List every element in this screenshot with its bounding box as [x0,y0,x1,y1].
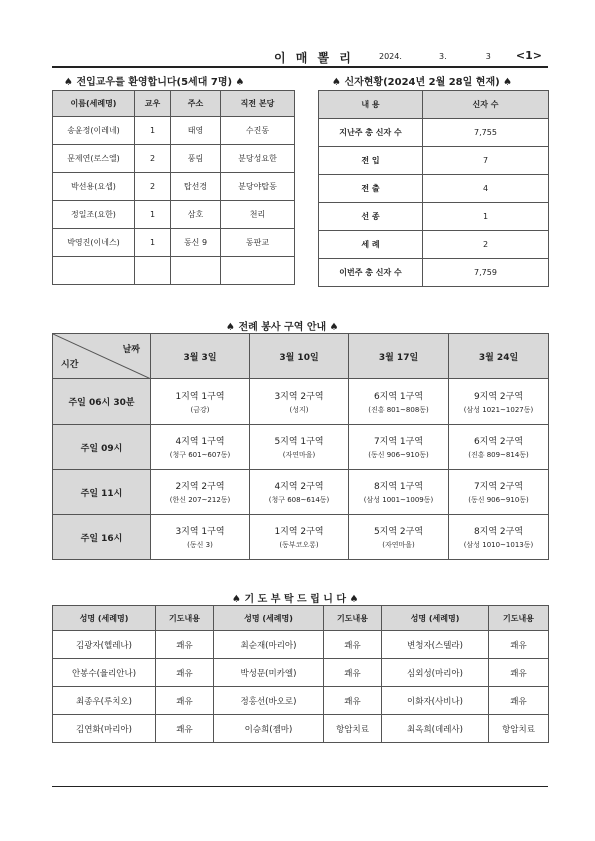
cell-name: 이승희(젬마) [214,715,324,743]
zone-name: 7지역 2구역 [473,482,524,492]
corner-label-date: 날짜 [122,345,140,355]
cell-name: 최옥희(데레사) [382,715,489,743]
zone-cell [151,379,250,425]
cell-address [171,257,221,285]
cell-request: 쾌유 [324,631,382,659]
table-row [319,203,549,231]
column-header: 성명 (세례명) [214,606,324,631]
cell-label: 선 종 [319,203,423,231]
zone-name: 6지역 1구역 [373,391,424,402]
cell-request: 항암치료 [324,715,382,743]
zone-area: (동부코오롱) [279,541,319,549]
cell-name: 박영진(이네스) [53,229,135,257]
zone-cell [349,470,449,515]
footer-rule [52,786,548,787]
cell-label: 전 출 [319,175,423,203]
table-header-row [53,606,549,631]
corner-label-time: 시간 [61,360,79,370]
table-header-row [53,91,295,117]
cell-name [53,257,135,285]
cell-name: 김광자(헬레나) [53,631,156,659]
date-month: 3. [439,52,447,61]
date-header: 3월 3일 [151,334,250,379]
time-label: 주일 09시 [53,425,151,470]
zone-area: (동신 906~910동) [468,496,529,504]
zone-cell [151,425,250,470]
zone-area: (삼성 1010~1013동) [463,541,534,549]
cell-count: 2 [135,173,171,201]
cell-name: 안봉수(율리안나) [53,659,156,687]
date-header: 3월 24일 [449,334,549,379]
time-label: 주일 06시 30분 [53,379,151,425]
bulletin-header [52,48,548,66]
zone-name: 6지역 2구역 [473,437,524,447]
cell-label: 전 입 [319,147,423,175]
cell-request: 쾌유 [324,659,382,687]
table-row [53,379,549,425]
date-day: 3 [485,52,491,61]
zone-name: 2지역 2구역 [175,482,225,492]
cell-count: 1 [135,117,171,145]
table-row [53,631,549,659]
cell-address: 태영 [171,117,221,145]
cell-name: 박성문(미카엘) [214,659,324,687]
time-label: 주일 11시 [53,470,151,515]
header-rule [52,66,548,68]
zone-cell [449,379,549,425]
believers-heading: ♠ 신자현황(2024년 2월 28일 현재) ♠ [332,77,513,88]
zone-area: (진흥 801~808동) [368,405,429,414]
cell-address: 동신 9 [171,229,221,257]
zone-name: 8지역 1구역 [373,482,424,492]
page-number: <1> [515,49,542,62]
zone-cell [349,425,449,470]
zone-name: 9지역 2구역 [473,391,524,402]
column-header: 내 용 [319,91,423,119]
cell-value: 7 [423,147,549,175]
cell-address: 풍림 [171,145,221,173]
date-year: 2024. [379,52,402,61]
cell-parish [221,257,295,285]
column-header: 주소 [171,91,221,117]
cell-parish: 수진동 [221,117,295,145]
zone-area: (자연마을) [382,541,415,549]
cell-label: 이번주 총 신자 수 [319,259,423,287]
date-header: 3월 17일 [349,334,449,379]
table-row [53,515,549,560]
zone-name: 5지역 1구역 [274,437,324,447]
cell-value: 2 [423,231,549,259]
table-header-row [53,334,549,379]
zone-area: (성지) [289,405,309,414]
cell-value: 4 [423,175,549,203]
table-row [319,119,549,147]
cell-label: 지난주 총 신자 수 [319,119,423,147]
cell-value: 1 [423,203,549,231]
cell-address: 삼호 [171,201,221,229]
newcomers-heading: ♠ 전입교우를 환영합니다(5세대 7명) ♠ [64,77,245,88]
cell-name: 정일조(요한) [53,201,135,229]
zone-area: (금강) [190,405,210,414]
zone-cell [250,515,349,560]
cell-name: 변청자(스텔라) [382,631,489,659]
cell-name: 심외성(마리아) [382,659,489,687]
column-header: 이름(세례명) [53,91,135,117]
table-row [53,229,295,257]
column-header: 기도내용 [156,606,214,631]
cell-request: 쾌유 [489,687,549,715]
cell-parish: 분당야탑동 [221,173,295,201]
cell-count: 1 [135,201,171,229]
bulletin-date [379,52,491,61]
cell-name: 문제연(로스엘) [53,145,135,173]
cell-value: 7,759 [423,259,549,287]
column-header: 성명 (세례명) [382,606,489,631]
cell-label: 세 례 [319,231,423,259]
cell-parish: 천리 [221,201,295,229]
cell-request: 쾌유 [156,631,214,659]
prayer-table [52,605,549,743]
cell-request: 쾌유 [156,715,214,743]
zone-name: 1지역 2구역 [274,527,324,537]
table-header-row [319,91,549,119]
cell-name: 김연화(마리아) [53,715,156,743]
cell-request: 항암치료 [489,715,549,743]
column-header: 기도내용 [489,606,549,631]
zone-cell [349,515,449,560]
cell-count: 2 [135,145,171,173]
table-row [53,201,295,229]
table-row [53,117,295,145]
zone-name: 5지역 2구역 [373,527,424,537]
date-header: 3월 10일 [250,334,349,379]
cell-count [135,257,171,285]
zone-cell [449,515,549,560]
cell-request: 쾌유 [156,687,214,715]
column-header: 성명 (세례명) [53,606,156,631]
zone-cell [449,470,549,515]
zone-cell [449,425,549,470]
table-row [319,259,549,287]
zone-name: 3지역 2구역 [274,391,324,402]
cell-parish: 동판교 [221,229,295,257]
table-row [53,173,295,201]
zone-area: (삼성 1001~1009동) [363,496,434,504]
zone-area: (삼성 1021~1027동) [463,405,534,414]
table-row [319,147,549,175]
cell-name: 송윤정(이레네) [53,117,135,145]
cell-request: 쾌유 [489,659,549,687]
column-header: 직전 본당 [221,91,295,117]
column-header: 교우 [135,91,171,117]
zone-name: 1지역 1구역 [175,391,225,402]
corner-header [53,334,151,379]
bulletin-title: 이 매 뽈 리 [274,51,354,65]
zone-cell [250,425,349,470]
zone-area: (청구 608~614동) [268,496,330,504]
service-table [52,333,549,560]
column-header: 신자 수 [423,91,549,119]
cell-parish: 분당성요한 [221,145,295,173]
cell-name: 최순재(마리아) [214,631,324,659]
prayer-heading: ♠ 기 도 부 탁 드 립 니 다 ♠ [232,594,359,605]
table-row [53,687,549,715]
cell-count: 1 [135,229,171,257]
zone-name: 4지역 1구역 [175,437,225,447]
table-row [53,470,549,515]
cell-name: 최종우(루치오) [53,687,156,715]
newcomers-table [52,90,295,285]
zone-area: (한신 207~212동) [169,496,231,504]
table-row [53,715,549,743]
zone-area: (진흥 809~814동) [468,451,529,459]
zone-area: (동신 3) [187,541,213,549]
zone-name: 3지역 1구역 [175,527,225,537]
table-row [53,425,549,470]
zone-cell [250,470,349,515]
zone-cell [151,470,250,515]
cell-name: 정홍선(바오로) [214,687,324,715]
time-label: 주일 16시 [53,515,151,560]
zone-cell [151,515,250,560]
zone-cell [250,379,349,425]
table-row [319,175,549,203]
zone-name: 4지역 2구역 [274,482,324,492]
cell-address: 탑선경 [171,173,221,201]
cell-request: 쾌유 [156,659,214,687]
cell-name: 박선용(요셉) [53,173,135,201]
table-row [53,257,295,285]
table-row [53,659,549,687]
zone-name: 8지역 2구역 [473,527,524,537]
believers-table [318,90,549,287]
table-row [53,145,295,173]
cell-value: 7,755 [423,119,549,147]
cell-request: 쾌유 [324,687,382,715]
zone-area: (자연마을) [282,451,316,459]
service-heading: ♠ 전례 봉사 구역 안내 ♠ [226,322,339,333]
zone-area: (청구 601~607동) [169,451,231,459]
zone-area: (동신 906~910동) [368,451,429,459]
cell-name: 이화자(사비나) [382,687,489,715]
zone-cell [349,379,449,425]
column-header: 기도내용 [324,606,382,631]
cell-request: 쾌유 [489,631,549,659]
zone-name: 7지역 1구역 [373,437,424,447]
table-row [319,231,549,259]
